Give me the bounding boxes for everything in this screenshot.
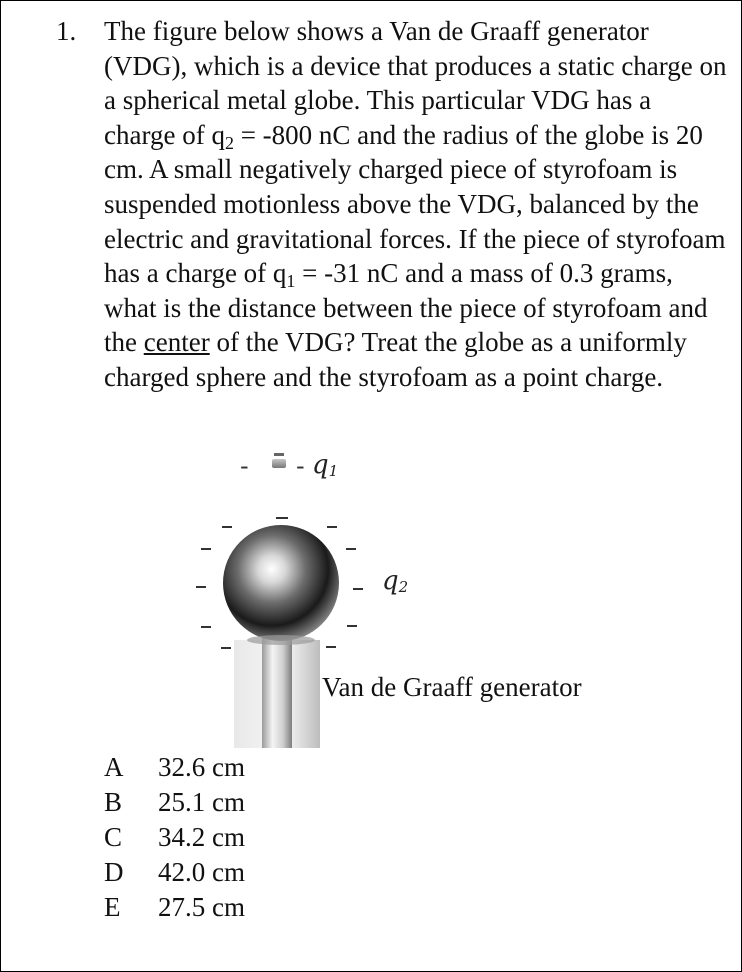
answer-value: 42.0 cm bbox=[158, 857, 245, 887]
answer-choice-d[interactable] bbox=[104, 855, 245, 890]
q1-subscript: 1 bbox=[286, 271, 296, 292]
answer-choice-b[interactable] bbox=[104, 785, 245, 820]
svg-text:-: - bbox=[296, 452, 305, 480]
answer-letter: C bbox=[104, 822, 123, 852]
answer-choice-c[interactable] bbox=[104, 820, 245, 855]
question-text-part: = -800 nC and the radius of the globe is 20 cm. A small negatively charged piece of styrofoam is suspended motionless above the VDG, balanced by the electric and gravitational forces. If the piece of styrofoam has a charge of q bbox=[104, 119, 726, 289]
q2-subscript: 2 bbox=[224, 132, 234, 153]
answer-value: 25.1 cm bbox=[158, 787, 245, 817]
answer-letter: D bbox=[104, 857, 124, 887]
question-text-part: = -31 nC and a mass of 0.3 grams, what is the distance between the piece of styrofoam and the bbox=[104, 258, 708, 358]
styrofoam-charge bbox=[240, 452, 305, 480]
answer-letter: B bbox=[104, 787, 123, 817]
answer-value: 27.5 cm bbox=[158, 892, 245, 922]
answer-letter: A bbox=[104, 752, 124, 782]
svg-text:-: - bbox=[240, 452, 249, 480]
vdg-globe bbox=[223, 525, 339, 641]
answer-choices bbox=[104, 750, 245, 925]
answer-value: 32.6 cm bbox=[158, 752, 245, 782]
question-text-part: of the VDG? Treat the globe as a uniformly charged sphere and the styrofoam as a point charge. bbox=[104, 327, 687, 392]
answer-letter: E bbox=[104, 892, 121, 922]
answer-value: 34.2 cm bbox=[158, 822, 245, 852]
underlined-word: center bbox=[143, 327, 210, 358]
q1-label: $q_1$ bbox=[312, 450, 339, 480]
answer-choice-a[interactable] bbox=[104, 750, 245, 785]
question-number: 1. bbox=[56, 16, 77, 46]
question-text-part: The figure below shows a Van de Graaff generator (VDG), which is a device that produces a static charge on a spherical metal globe. This particular VDG has a charge of q bbox=[104, 16, 727, 150]
answer-choice-e[interactable] bbox=[104, 890, 245, 925]
q2-label: $q_2$ bbox=[382, 566, 409, 596]
vdg-caption: Van de Graaff generator bbox=[322, 672, 582, 702]
